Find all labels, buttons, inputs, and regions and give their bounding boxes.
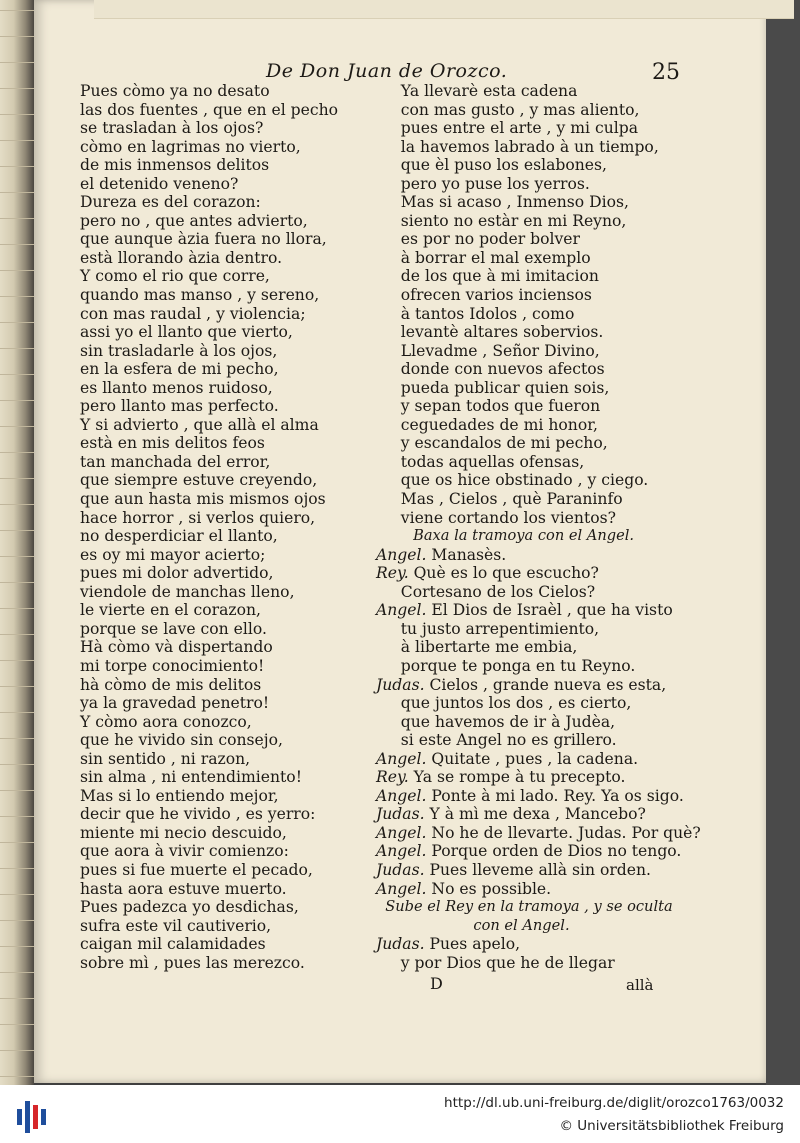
- verse-text: con mas gusto , y mas aliento,: [376, 100, 640, 119]
- speaker-name: Judas.: [376, 935, 425, 954]
- page-edge-line: [0, 738, 34, 739]
- verse-line: Pues padezca yo desdichas,: [80, 898, 299, 917]
- verse-line: con mas raudal , y violencia;: [80, 304, 306, 323]
- speaker-name: Angel.: [376, 842, 427, 861]
- verse-line: sin trasladarle à los ojos,: [80, 341, 278, 360]
- speaker-name: Angel.: [376, 749, 427, 768]
- verse-line: ya la gravedad penetro!: [80, 694, 270, 713]
- verse-text: No he de llevarte. Judas. Por què?: [426, 823, 701, 842]
- verse-line: pero no , que antes advierto,: [80, 211, 308, 230]
- footer-permalink[interactable]: http://dl.ub.uni-freiburg.de/diglit/orozco1763/0032: [444, 1095, 784, 1111]
- verse-line: [376, 101, 696, 120]
- verse-line: sin sentido , ni razon,: [80, 749, 251, 768]
- verse-line: en la esfera de mi pecho,: [80, 360, 279, 379]
- verse-line: que aunque àzia fuera no llora,: [80, 230, 327, 249]
- verse-text: Ponte à mi lado. Rey. Ya os sigo.: [426, 786, 684, 805]
- verse-line: està en mis delitos feos: [80, 434, 265, 453]
- verse-line: que aora à vivir comienzo:: [80, 842, 289, 861]
- stage-direction: Baxa la tramoya con el Angel.: [376, 527, 635, 545]
- verse-line: [376, 175, 696, 194]
- verse-text: tu justo arrepentimiento,: [376, 619, 600, 638]
- verse-line: [376, 323, 696, 342]
- verse-text: Ya se rompe à tu precepto.: [408, 768, 626, 787]
- catchword: allà: [626, 976, 654, 994]
- verse-text: donde con nuevos afectos: [376, 360, 605, 379]
- page-edge-line: [0, 244, 34, 245]
- page-edge-line: [0, 582, 34, 583]
- page-edge-line: [0, 36, 34, 37]
- page-edge-line: [0, 608, 34, 609]
- verse-text: que havemos de ir à Judèa,: [376, 712, 616, 731]
- verse-text: pueda publicar quien sois,: [376, 378, 610, 397]
- verse-line: [376, 416, 696, 435]
- verse-line: [376, 286, 696, 305]
- verse-line: [376, 861, 696, 880]
- page-edge-line: [0, 894, 34, 895]
- verse-text: viene cortando los vientos?: [376, 508, 616, 527]
- verse-line: porque se lave con ello.: [80, 619, 267, 638]
- page-edge-line: [0, 374, 34, 375]
- verse-line: [376, 583, 696, 602]
- stage-direction: con el Angel.: [376, 916, 570, 934]
- verse-line: decir que he vivido , es yerro:: [80, 805, 316, 824]
- verse-line: està llorando àzia dentro.: [80, 248, 283, 267]
- verse-line: pues si fue muerte el pecado,: [80, 860, 313, 879]
- verse-line: [376, 787, 696, 806]
- verse-text: ceguedades de mi honor,: [376, 415, 598, 434]
- verse-text: pues entre el arte , y mi culpa: [376, 119, 639, 138]
- page-edge-line: [0, 764, 34, 765]
- verse-text: levantè altares sobervios.: [376, 323, 604, 342]
- page-edge-line: [0, 10, 34, 11]
- speaker-name: Judas.: [376, 675, 425, 694]
- verse-line: [376, 620, 696, 639]
- verse-text: pero yo puse los yerros.: [376, 174, 590, 193]
- verse-text: Quitate , pues , la cadena.: [426, 749, 639, 768]
- page-edge-line: [0, 218, 34, 219]
- verse-line: [376, 713, 696, 732]
- viewer-footer: [0, 1085, 800, 1143]
- verse-line: [376, 230, 696, 249]
- verse-text: Manasès.: [426, 545, 507, 564]
- page-edge-line: [0, 296, 34, 297]
- verse-line: miente mi necio descuido,: [80, 823, 287, 842]
- verse-line: Y si advierto , que allà el alma: [80, 415, 319, 434]
- verse-line: caigan mil calamidades: [80, 935, 266, 954]
- verse-text: Llevadme , Señor Divino,: [376, 341, 600, 360]
- verse-line: Mas si lo entiendo mejor,: [80, 786, 279, 805]
- verse-line: de mis inmensos delitos: [80, 156, 270, 175]
- verse-text: El Dios de Israèl , que ha visto: [426, 601, 673, 620]
- verse-line: [376, 954, 696, 973]
- verse-line: [376, 935, 696, 954]
- book-left-edge: [0, 0, 34, 1085]
- verse-line: [376, 119, 696, 138]
- verse-line: se trasladan à los ojos?: [80, 119, 264, 138]
- verse-text: porque te ponga en tu Reyno.: [376, 656, 636, 675]
- page-edge-line: [0, 712, 34, 713]
- speaker-name: Angel.: [376, 879, 427, 898]
- verse-line: [376, 379, 696, 398]
- verse-line: [376, 305, 696, 324]
- page-edge-line: [0, 504, 34, 505]
- verse-line: tan manchada del error,: [80, 452, 271, 471]
- verse-text: No es possible.: [426, 879, 552, 898]
- speaker-name: Rey.: [376, 768, 409, 787]
- speaker-name: Angel.: [376, 545, 427, 564]
- verse-text: Y à mì me dexa , Mancebo?: [424, 805, 646, 824]
- verse-line: [376, 676, 696, 695]
- verse-text: Porque orden de Dios no tengo.: [426, 842, 682, 861]
- speaker-name: Rey.: [376, 564, 409, 583]
- page-edge-line: [0, 192, 34, 193]
- verse-line: còmo en lagrimas no vierto,: [80, 137, 301, 156]
- verse-text: Cortesano de los Cielos?: [376, 582, 596, 601]
- verse-line: es llanto menos ruidoso,: [80, 378, 273, 397]
- verse-line: que aun hasta mis mismos ojos: [80, 490, 326, 509]
- verse-line: [376, 453, 696, 472]
- stage-direction: Sube el Rey en la tramoya , y se oculta: [376, 898, 673, 916]
- page-edge-line: [0, 166, 34, 167]
- verse-line: las dos fuentes , que en el pecho: [80, 100, 339, 119]
- verse-text: que os hice obstinado , y ciego.: [376, 471, 649, 490]
- ub-freiburg-logo-icon: [14, 1095, 50, 1135]
- verse-line: [376, 805, 696, 824]
- page-edge-line: [0, 62, 34, 63]
- verse-text: que èl puso los eslabones,: [376, 156, 607, 175]
- verse-line: [376, 267, 696, 286]
- verse-line: [376, 564, 696, 583]
- verse-line: [376, 360, 696, 379]
- verse-line: [376, 880, 696, 899]
- page-edge-line: [0, 322, 34, 323]
- verse-text: Què es lo que escucho?: [408, 564, 599, 583]
- page-edge-line: [0, 998, 34, 999]
- scan-background-right: [766, 0, 800, 1085]
- verse-line: Hà còmo và dispertando: [80, 638, 273, 657]
- verse-line: el detenido veneno?: [80, 174, 239, 193]
- page-edge-line: [0, 660, 34, 661]
- speaker-name: Angel.: [376, 823, 427, 842]
- page-edge-line: [0, 868, 34, 869]
- page-edge-line: [0, 270, 34, 271]
- verse-line: viendole de manchas lleno,: [80, 582, 295, 601]
- verse-line: que he vivido sin consejo,: [80, 731, 283, 750]
- verse-line: Y como el rio que corre,: [80, 267, 270, 286]
- verse-line: le vierte en el corazon,: [80, 601, 261, 620]
- verse-text: la havemos labrado à un tiempo,: [376, 137, 659, 156]
- page-edge-line: [0, 842, 34, 843]
- verse-line: hasta aora estuve muerto.: [80, 879, 287, 898]
- page-edge-line: [0, 972, 34, 973]
- page-edge-line: [0, 1050, 34, 1051]
- page-edge-line: [0, 114, 34, 115]
- verse-line: hace horror , si verlos quiero,: [80, 508, 316, 527]
- page-edge-line: [0, 452, 34, 453]
- verse-line: [376, 249, 696, 268]
- speaker-name: Angel.: [376, 786, 427, 805]
- footer-copyright: © Universitätsbibliothek Freiburg: [559, 1118, 784, 1134]
- verse-text: todas aquellas ofensas,: [376, 452, 585, 471]
- verse-line: Pues còmo ya no desato: [80, 82, 270, 100]
- page-edge-line: [0, 348, 34, 349]
- page-top-edge: [94, 0, 794, 19]
- page-edge-line: [0, 88, 34, 89]
- verse-line: assi yo el llanto que vierto,: [80, 323, 293, 342]
- verse-line: [376, 842, 696, 861]
- verse-text: à libertarte me embia,: [376, 638, 578, 657]
- page-edge-line: [0, 556, 34, 557]
- verse-line: Dureza es del corazon:: [80, 193, 261, 212]
- verse-line: [376, 471, 696, 490]
- verse-text: y escandalos de mi pecho,: [376, 434, 608, 453]
- verse-line: [376, 193, 696, 212]
- verse-line: sin alma , ni entendimiento!: [80, 768, 302, 787]
- page-edge-line: [0, 400, 34, 401]
- verse-line: [376, 342, 696, 361]
- page-edge-line: [0, 920, 34, 921]
- verse-text: siento no estàr en mi Reyno,: [376, 211, 627, 230]
- verse-line: mi torpe conocimiento!: [80, 656, 265, 675]
- page-edge-line: [0, 1076, 34, 1077]
- verse-line: quando mas manso , y sereno,: [80, 286, 320, 305]
- verse-line: [376, 750, 696, 769]
- verse-text: Mas , Cielos , què Paraninfo: [376, 490, 623, 509]
- verse-line: [376, 823, 701, 843]
- verse-line: [376, 601, 696, 620]
- verse-text: Pues lleveme allà sin orden.: [424, 860, 652, 879]
- page-edge-line: [0, 478, 34, 479]
- verse-line: no desperdiciar el llanto,: [80, 527, 278, 546]
- verse-line: [376, 638, 696, 657]
- page-edge-line: [0, 634, 34, 635]
- verse-line: [376, 546, 696, 565]
- verse-line: sobre mì , pues las merezco.: [80, 953, 305, 972]
- verse-line: pues mi dolor advertido,: [80, 564, 274, 583]
- verse-text: que juntos los dos , es cierto,: [376, 694, 632, 713]
- verse-line: [376, 434, 696, 453]
- verse-line: [376, 82, 696, 101]
- verse-line: [376, 138, 696, 157]
- verse-line: [376, 768, 696, 787]
- verse-text: de los que à mi imitacion: [376, 267, 599, 286]
- page-edge-line: [0, 426, 34, 427]
- verse-line: [376, 731, 696, 750]
- page-number: 25: [652, 60, 680, 85]
- page-edge-line: [0, 140, 34, 141]
- verse-text: es por no poder bolver: [376, 230, 580, 249]
- verse-line: [376, 694, 696, 713]
- verse-line: [376, 657, 696, 676]
- speaker-name: Angel.: [376, 601, 427, 620]
- verse-text: si este Angel no es grillero.: [376, 731, 617, 750]
- verse-column-left: [80, 82, 380, 972]
- running-head: De Don Juan de Orozco.: [266, 60, 508, 82]
- page-edge-line: [0, 816, 34, 817]
- printer-signature: D: [430, 974, 443, 993]
- page-edge-line: [0, 946, 34, 947]
- verse-text: à borrar el mal exemplo: [376, 248, 591, 267]
- verse-text: Mas si acaso , Inmenso Dios,: [376, 193, 629, 212]
- speaker-name: Judas.: [376, 805, 425, 824]
- verse-line: [376, 212, 696, 231]
- verse-line: [376, 490, 696, 509]
- verse-line: sufra este vil cautiverio,: [80, 916, 272, 935]
- speaker-name: Judas.: [376, 860, 425, 879]
- verse-line: pero llanto mas perfecto.: [80, 397, 279, 416]
- verse-line: Y còmo aora conozco,: [80, 712, 252, 731]
- page-edge-line: [0, 530, 34, 531]
- verse-line: [376, 509, 696, 528]
- verse-text: y por Dios que he de llegar: [376, 953, 615, 972]
- page-edge-line: [0, 686, 34, 687]
- page-edge-line: [0, 790, 34, 791]
- verse-line: hà còmo de mis delitos: [80, 675, 262, 694]
- verse-text: Cielos , grande nueva es esta,: [424, 675, 667, 694]
- verse-text: y sepan todos que fueron: [376, 397, 601, 416]
- verse-text: Pues apelo,: [424, 935, 521, 954]
- verse-line: [376, 156, 696, 175]
- verse-text: à tantos Idolos , como: [376, 304, 575, 323]
- verse-column-right: [376, 82, 701, 972]
- verse-text: ofrecen varios inciensos: [376, 286, 592, 305]
- verse-line: es oy mi mayor acierto;: [80, 545, 266, 564]
- page-edge-line: [0, 1024, 34, 1025]
- verse-line: que siempre estuve creyendo,: [80, 471, 318, 490]
- verse-text: Ya llevarè esta cadena: [376, 82, 578, 100]
- verse-line: [376, 397, 696, 416]
